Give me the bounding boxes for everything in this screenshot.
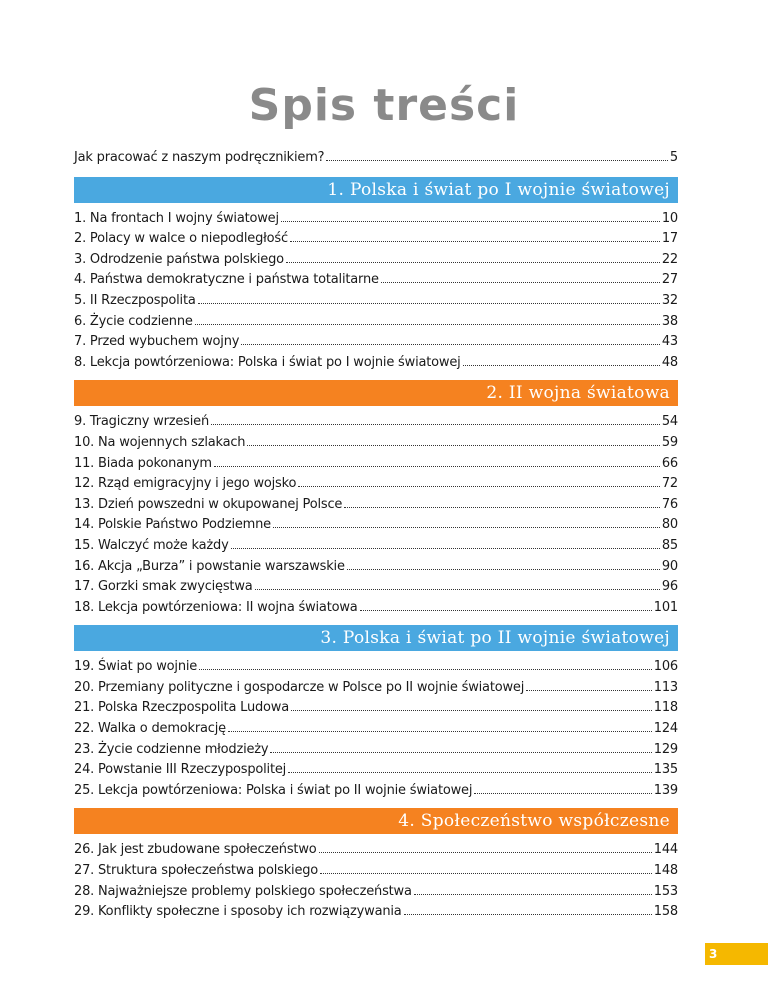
toc-entry-title: 20. Przemiany polityczne i gospodarcze w Polsce po II wojnie światowej (74, 679, 525, 695)
toc-entry[interactable] (74, 678, 678, 699)
toc-entry-title: 21. Polska Rzeczpospolita Ludowa (74, 700, 290, 716)
toc-entry[interactable] (74, 353, 678, 374)
toc-entry-page: 158 (653, 904, 678, 920)
toc-entry[interactable] (74, 474, 678, 495)
toc-entry-title: Jak pracować z naszym podręcznikiem? (74, 150, 325, 165)
toc-entry-page: 48 (661, 354, 678, 370)
toc-entry[interactable] (74, 740, 678, 761)
toc-entry[interactable] (74, 760, 678, 781)
toc-entry[interactable] (74, 515, 678, 536)
dot-leader (463, 365, 660, 366)
toc-entry[interactable] (74, 332, 678, 353)
dot-leader (291, 710, 652, 711)
toc-entry[interactable] (74, 454, 678, 475)
toc-entry-title: 3. Odrodzenie państwa polskiego (74, 251, 284, 267)
dot-leader (214, 466, 660, 467)
toc-entry-page: 76 (661, 496, 678, 512)
dot-leader (247, 445, 659, 446)
toc-entry-page: 144 (653, 842, 678, 858)
toc-entry-page: 101 (653, 599, 678, 615)
dot-leader (319, 852, 652, 853)
dot-leader (404, 914, 652, 915)
toc-entry[interactable] (74, 861, 678, 882)
dot-leader (360, 610, 652, 611)
toc-entry-title: 26. Jak jest zbudowane społeczeństwo (74, 842, 317, 858)
dot-leader (273, 527, 660, 528)
dot-leader (198, 303, 660, 304)
toc-entry[interactable] (74, 698, 678, 719)
chapter-heading[interactable]: 1. Polska i świat po I wojnie światowej (74, 177, 678, 203)
toc-entry-title: 12. Rząd emigracyjny i jego wojsko (74, 476, 297, 492)
toc-entry-page: 38 (661, 313, 678, 329)
dot-leader (281, 221, 660, 222)
toc-entry-page: 124 (653, 721, 678, 737)
toc-entry-page: 10 (661, 210, 678, 226)
chapter-heading[interactable]: 2. II wojna światowa (74, 380, 678, 406)
toc-entry[interactable] (74, 312, 678, 333)
toc-entry[interactable] (74, 719, 678, 740)
toc-entry[interactable] (74, 781, 678, 802)
toc-entry[interactable] (74, 495, 678, 516)
toc-entry-page: 153 (653, 883, 678, 899)
toc-entry-title: 6. Życie codzienne (74, 313, 193, 329)
toc-entry-page: 85 (661, 537, 678, 553)
toc-entry-page: 106 (653, 659, 678, 675)
toc-entry-page: 96 (661, 579, 678, 595)
toc-entry-page: 59 (661, 434, 678, 450)
toc-entry[interactable] (74, 412, 678, 433)
toc-entry[interactable] (74, 657, 678, 678)
chapter-list (74, 177, 678, 923)
toc-entry-page: 72 (661, 476, 678, 492)
dot-leader (211, 424, 660, 425)
toc-entry-page: 118 (653, 700, 678, 716)
toc-entry-page: 148 (653, 863, 678, 879)
toc-entry-title: 19. Świat po wojnie (74, 659, 198, 675)
toc-entry-page: 66 (661, 455, 678, 471)
toc-entry[interactable] (74, 209, 678, 230)
chapter-section (74, 380, 678, 618)
toc-entry[interactable] (74, 598, 678, 619)
toc-entry-page: 17 (661, 231, 678, 247)
chapter-heading[interactable]: 3. Polska i świat po II wojnie światowej (74, 625, 678, 651)
toc-entry-page: 27 (661, 272, 678, 288)
dot-leader (228, 731, 652, 732)
toc-entry[interactable] (74, 270, 678, 291)
dot-leader (320, 873, 652, 874)
toc-entry[interactable] (74, 840, 678, 861)
toc-entry-title: 28. Najważniejsze problemy polskiego społeczeństwa (74, 883, 412, 899)
dot-leader (344, 507, 660, 508)
toc-entry-page: 80 (661, 517, 678, 533)
toc-entry-title: 7. Przed wybuchem wojny (74, 334, 240, 350)
toc-entry-title: 25. Lekcja powtórzeniowa: Polska i świat po II wojnie światowej (74, 782, 473, 798)
toc-entry-page: 135 (653, 762, 678, 778)
chapter-section (74, 177, 678, 374)
toc-entry-title: 1. Na frontach I wojny światowej (74, 210, 279, 226)
toc-entry-page: 113 (653, 679, 678, 695)
toc-entry-title: 13. Dzień powszedni w okupowanej Polsce (74, 496, 343, 512)
toc-entry-title: 27. Struktura społeczeństwa polskiego (74, 863, 319, 879)
toc-entry[interactable] (74, 902, 678, 923)
toc-entry-title: 14. Polskie Państwo Podziemne (74, 517, 271, 533)
toc-entry[interactable] (74, 557, 678, 578)
toc-entry-page: 5 (669, 150, 678, 165)
toc-entry-title: 17. Gorzki smak zwycięstwa (74, 579, 253, 595)
toc-entry-title: 23. Życie codzienne młodzieży (74, 741, 269, 757)
toc-entry-page: 54 (661, 414, 678, 430)
toc-entry-title: 24. Powstanie III Rzeczypospolitej (74, 762, 287, 778)
toc-entry-page: 90 (661, 558, 678, 574)
dot-leader (474, 793, 652, 794)
dot-leader (298, 486, 660, 487)
dot-leader (199, 669, 652, 670)
toc-entry-page: 32 (661, 292, 678, 308)
chapter-heading[interactable]: 4. Społeczeństwo współczesne (74, 808, 678, 834)
toc-entry-title: 8. Lekcja powtórzeniowa: Polska i świat po I wojnie światowej (74, 354, 461, 370)
toc-entry-title: 5. II Rzeczpospolita (74, 292, 196, 308)
dot-leader (381, 282, 660, 283)
toc-entry[interactable] (74, 433, 678, 454)
dot-leader (241, 344, 660, 345)
dot-leader (231, 548, 660, 549)
dot-leader (255, 589, 660, 590)
toc-entry-title: 15. Walczyć może każdy (74, 537, 229, 553)
dot-leader (326, 160, 668, 161)
chapter-section (74, 625, 678, 801)
toc-entry[interactable] (74, 229, 678, 250)
dot-leader (347, 569, 660, 570)
page-number: 3 (705, 943, 768, 965)
dot-leader (270, 752, 651, 753)
toc-entry[interactable] (74, 250, 678, 271)
toc-entry-title: 10. Na wojennych szlakach (74, 434, 246, 450)
toc-entry-title: 4. Państwa demokratyczne i państwa totalitarne (74, 272, 379, 288)
dot-leader (288, 772, 652, 773)
toc-entry-title: 22. Walka o demokrację (74, 721, 226, 737)
dot-leader (414, 894, 652, 895)
toc-entry-page: 43 (661, 334, 678, 350)
dot-leader (290, 241, 660, 242)
chapter-section (74, 808, 678, 922)
toc-entry[interactable] (74, 291, 678, 312)
toc-entry-title: 29. Konflikty społeczne i sposoby ich rozwiązywania (74, 904, 402, 920)
toc-entry-page: 139 (653, 782, 678, 798)
toc-entry-title: 18. Lekcja powtórzeniowa: II wojna światowa (74, 599, 358, 615)
dot-leader (526, 690, 652, 691)
toc-entry-intro[interactable] (74, 148, 678, 169)
toc-entry[interactable] (74, 577, 678, 598)
dot-leader (286, 262, 660, 263)
toc-entry-page: 129 (653, 741, 678, 757)
toc-entry-title: 16. Akcja „Burza” i powstanie warszawskie (74, 558, 345, 574)
toc-entry[interactable] (74, 882, 678, 903)
toc-entry-title: 2. Polacy w walce o niepodległość (74, 231, 288, 247)
dot-leader (195, 324, 660, 325)
table-of-contents (74, 148, 678, 923)
toc-entry-title: 9. Tragiczny wrzesień (74, 414, 209, 430)
page-title: Spis treści (248, 80, 520, 131)
toc-entry[interactable] (74, 536, 678, 557)
toc-entry-page: 22 (661, 251, 678, 267)
toc-entry-title: 11. Biada pokonanym (74, 455, 212, 471)
